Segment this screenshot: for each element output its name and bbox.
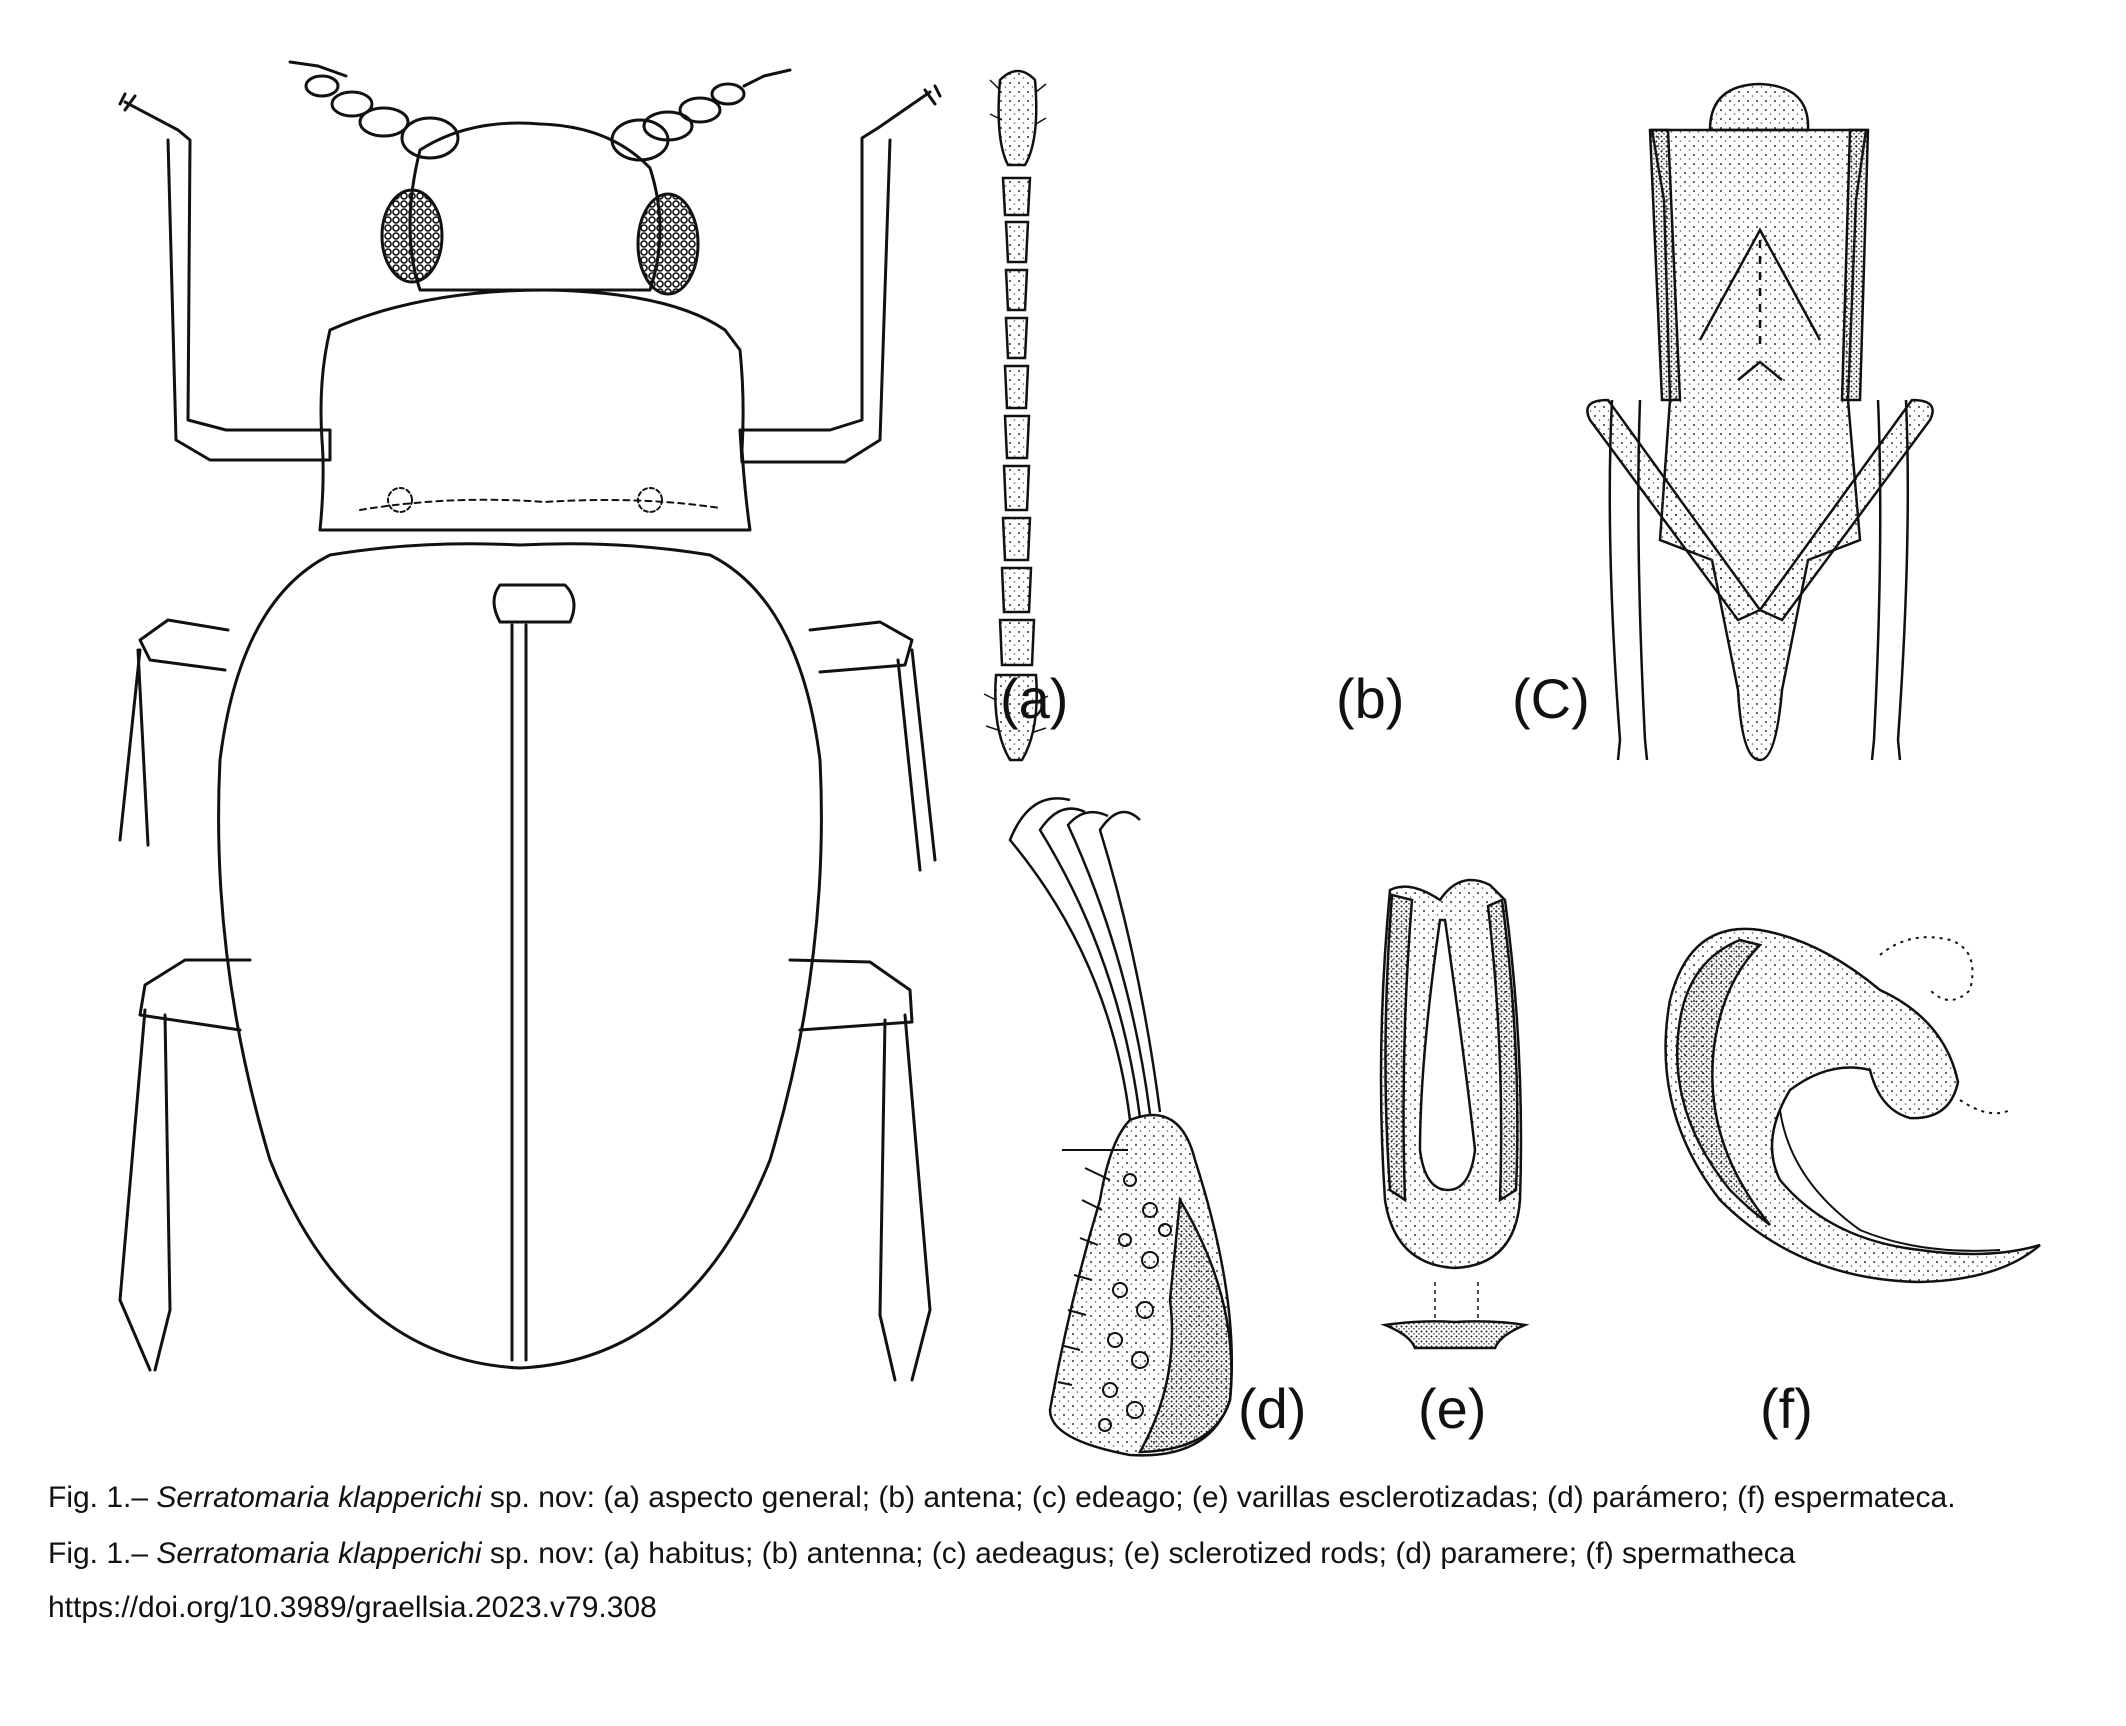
figure-caption (48, 1478, 2088, 1628)
caption-en-prefix: Fig. 1.– (48, 1537, 157, 1570)
habitus-midleg-left (120, 620, 228, 845)
habitus-hindleg-right (790, 960, 930, 1380)
panel-label-f: (f) (1760, 1377, 1813, 1440)
caption-spanish (48, 1478, 2088, 1518)
habitus-midleg-right (810, 622, 935, 870)
caption-es-prefix: Fig. 1.– (48, 1481, 157, 1514)
paramere-filaments (1010, 798, 1160, 1120)
antenna-club-segment (999, 71, 1037, 165)
caption-en-species: Serratomaria klapperichi (156, 1537, 482, 1570)
aedeagus-median-lobe (1652, 130, 1866, 760)
panel-label-c: (C) (1512, 667, 1590, 730)
habitus-pronotum-groove (360, 500, 720, 510)
habitus-elytra (219, 544, 822, 1368)
habitus-eye-right (638, 194, 698, 294)
habitus-foreleg-left (125, 102, 330, 460)
antenna-drawing (984, 71, 1048, 760)
panel-label-a: (a) (1000, 667, 1069, 730)
panel-label-e: (e) (1418, 1377, 1487, 1440)
caption-english (48, 1534, 2088, 1574)
sclerotized-rods-drawing (1381, 880, 1525, 1348)
paramere-drawing (1010, 798, 1232, 1455)
aedeagus-apex (1710, 84, 1808, 130)
habitus-hindleg-left (120, 960, 250, 1370)
doi-link[interactable]: https://doi.org/10.3989/graellsia.2023.v79.308 (48, 1591, 657, 1624)
panel-label-d: (d) (1238, 1377, 1307, 1440)
sclerotized-rods-base (1385, 1321, 1525, 1348)
caption-es-text: sp. nov: (a) aspecto general; (b) antena; (c) edeago; (e) varillas esclerotizadas; (d) parámero; (f) espermateca. (481, 1481, 1956, 1514)
spermatheca-drawing (1666, 929, 2040, 1282)
habitus-antenna-right (612, 70, 790, 160)
caption-en-text: sp. nov: (a) habitus; (b) antenna; (c) aedeagus; (e) sclerotized rods; (d) paramere; (f) spermatheca (481, 1537, 1796, 1570)
panel-label-b: (b) (1336, 667, 1405, 730)
caption-es-species: Serratomaria klapperichi (156, 1481, 482, 1514)
habitus-foreleg-right (740, 92, 930, 462)
habitus-drawing (120, 62, 940, 1380)
habitus-eye-left (382, 190, 442, 282)
habitus-elytral-suture (512, 625, 526, 1360)
habitus-scutellum (494, 585, 574, 622)
aedeagus-drawing (1587, 84, 1932, 760)
habitus-pronotum (320, 290, 750, 530)
habitus-head (410, 123, 660, 290)
